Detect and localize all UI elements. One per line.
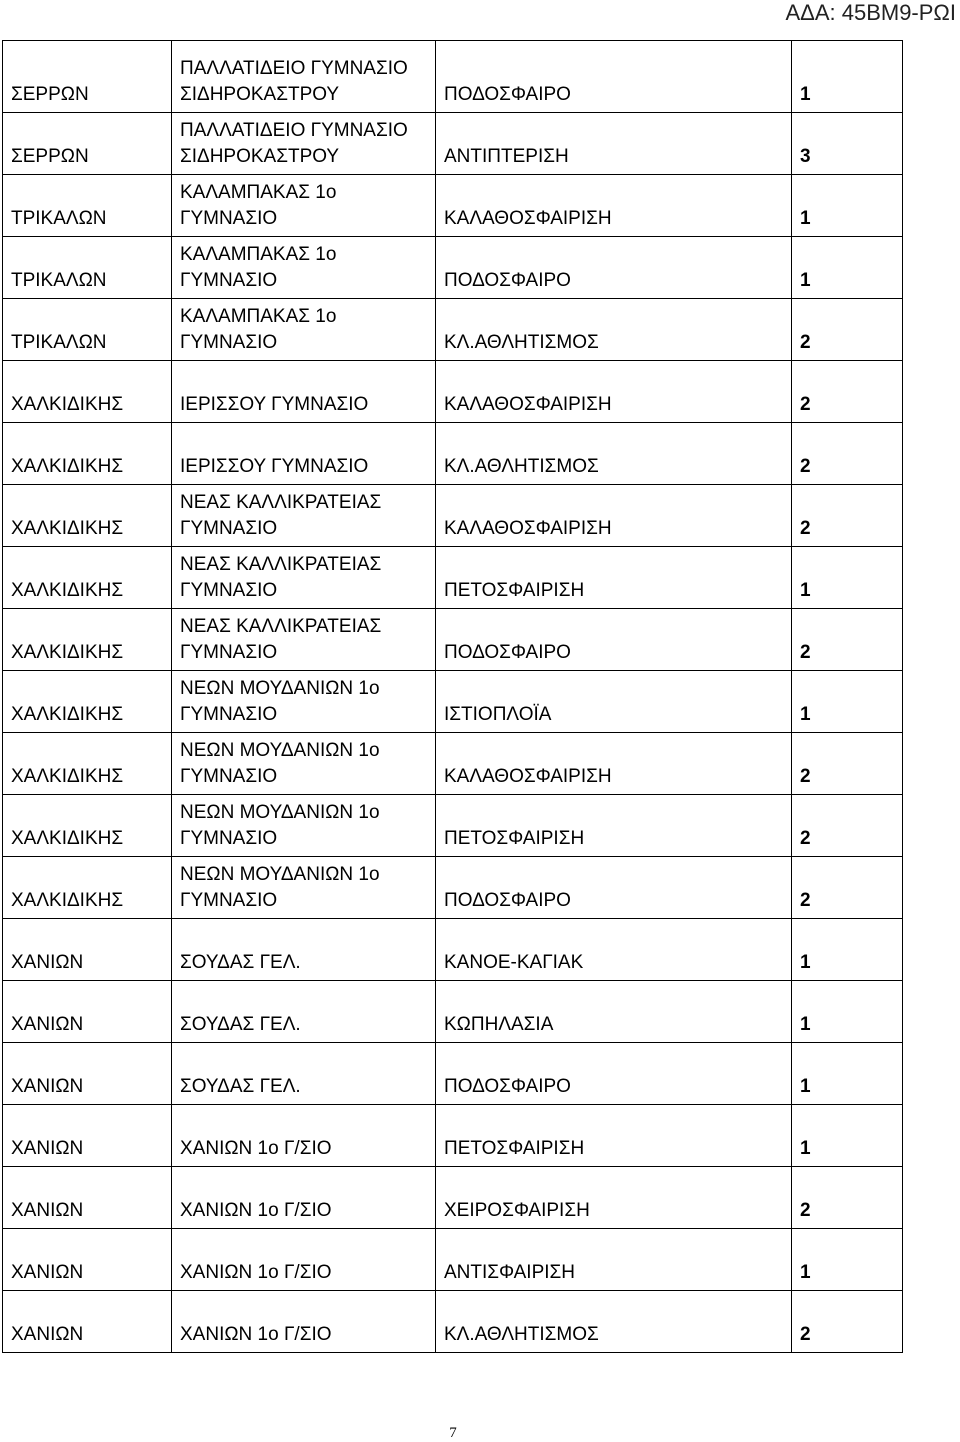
table-row [3, 1043, 903, 1105]
school-cell: ΝΕΩΝ ΜΟΥΔΑΝΙΩΝ 1ο ΓΥΜΝΑΣΙΟ [172, 671, 436, 733]
count-cell: 2 [792, 485, 903, 547]
count-cell: 2 [792, 423, 903, 485]
sport-cell: ΑΝΤΙΠΤΕΡΙΣΗ [436, 113, 792, 175]
count-cell: 1 [792, 1105, 903, 1167]
school-cell: ΝΕΩΝ ΜΟΥΔΑΝΙΩΝ 1ο ΓΥΜΝΑΣΙΟ [172, 857, 436, 919]
region-cell: ΧΑΛΚΙΔΙΚΗΣ [3, 423, 172, 485]
table-row [3, 671, 903, 733]
region-cell: ΧΑΝΙΩΝ [3, 981, 172, 1043]
region-cell: ΧΑΝΙΩΝ [3, 1229, 172, 1291]
table-row [3, 1229, 903, 1291]
region-cell: ΧΑΛΚΙΔΙΚΗΣ [3, 609, 172, 671]
school-cell: ΚΑΛΑΜΠΑΚΑΣ 1ο ΓΥΜΝΑΣΙΟ [172, 237, 436, 299]
school-cell: ΧΑΝΙΩΝ 1ο Γ/ΣΙΟ [172, 1167, 436, 1229]
region-cell: ΧΑΛΚΙΔΙΚΗΣ [3, 485, 172, 547]
sport-cell: ΚΛ.ΑΘΛΗΤΙΣΜΟΣ [436, 299, 792, 361]
table-row [3, 113, 903, 175]
count-cell: 2 [792, 733, 903, 795]
sport-cell: ΠΟΔΟΣΦΑΙΡΟ [436, 237, 792, 299]
sport-cell: ΠΟΔΟΣΦΑΙΡΟ [436, 41, 792, 113]
sport-cell: ΠΕΤΟΣΦΑΙΡΙΣΗ [436, 795, 792, 857]
region-cell: ΧΑΛΚΙΔΙΚΗΣ [3, 795, 172, 857]
count-cell: 1 [792, 671, 903, 733]
count-cell: 2 [792, 1291, 903, 1353]
table-row [3, 981, 903, 1043]
region-cell: ΧΑΛΚΙΔΙΚΗΣ [3, 547, 172, 609]
count-cell: 2 [792, 299, 903, 361]
sport-cell: ΠΟΔΟΣΦΑΙΡΟ [436, 857, 792, 919]
table-row [3, 547, 903, 609]
count-cell: 2 [792, 857, 903, 919]
table-row [3, 1167, 903, 1229]
sport-cell: ΚΑΛΑΘΟΣΦΑΙΡΙΣΗ [436, 485, 792, 547]
table-row [3, 423, 903, 485]
sport-cell: ΠΕΤΟΣΦΑΙΡΙΣΗ [436, 547, 792, 609]
school-cell: ΣΟΥΔΑΣ ΓΕΛ. [172, 1043, 436, 1105]
school-cell: ΚΑΛΑΜΠΑΚΑΣ 1ο ΓΥΜΝΑΣΙΟ [172, 175, 436, 237]
region-cell: ΤΡΙΚΑΛΩΝ [3, 175, 172, 237]
school-cell: ΚΑΛΑΜΠΑΚΑΣ 1ο ΓΥΜΝΑΣΙΟ [172, 299, 436, 361]
region-cell: ΧΑΝΙΩΝ [3, 1291, 172, 1353]
sport-cell: ΠΕΤΟΣΦΑΙΡΙΣΗ [436, 1105, 792, 1167]
sport-cell: ΚΑΛΑΘΟΣΦΑΙΡΙΣΗ [436, 175, 792, 237]
region-cell: ΧΑΝΙΩΝ [3, 1043, 172, 1105]
school-cell: ΠΑΛΛΑΤΙΔΕΙΟ ΓΥΜΝΑΣΙΟ ΣΙΔΗΡΟΚΑΣΤΡΟΥ [172, 41, 436, 113]
count-cell: 1 [792, 175, 903, 237]
school-cell: ΝΕΩΝ ΜΟΥΔΑΝΙΩΝ 1ο ΓΥΜΝΑΣΙΟ [172, 795, 436, 857]
table-row [3, 237, 903, 299]
table-row [3, 299, 903, 361]
school-cell: ΣΟΥΔΑΣ ΓΕΛ. [172, 919, 436, 981]
records-table [2, 40, 903, 1353]
region-cell: ΧΑΛΚΙΔΙΚΗΣ [3, 733, 172, 795]
sport-cell: ΑΝΤΙΣΦΑΙΡΙΣΗ [436, 1229, 792, 1291]
school-cell: ΧΑΝΙΩΝ 1ο Γ/ΣΙΟ [172, 1291, 436, 1353]
school-cell: ΙΕΡΙΣΣΟΥ ΓΥΜΝΑΣΙΟ [172, 361, 436, 423]
count-cell: 3 [792, 113, 903, 175]
count-cell: 2 [792, 1167, 903, 1229]
count-cell: 2 [792, 795, 903, 857]
count-cell: 1 [792, 1043, 903, 1105]
sport-cell: ΧΕΙΡΟΣΦΑΙΡΙΣΗ [436, 1167, 792, 1229]
table-row [3, 485, 903, 547]
page-number: 7 [449, 1425, 457, 1441]
region-cell: ΤΡΙΚΑΛΩΝ [3, 299, 172, 361]
sport-cell: ΚΩΠΗΛΑΣΙΑ [436, 981, 792, 1043]
region-cell: ΧΑΛΚΙΔΙΚΗΣ [3, 671, 172, 733]
table-row [3, 361, 903, 423]
school-cell: ΝΕΑΣ ΚΑΛΛΙΚΡΑΤΕΙΑΣ ΓΥΜΝΑΣΙΟ [172, 609, 436, 671]
count-cell: 1 [792, 981, 903, 1043]
sport-cell: ΚΑΝΟΕ-ΚΑΓΙΑΚ [436, 919, 792, 981]
school-cell: ΠΑΛΛΑΤΙΔΕΙΟ ΓΥΜΝΑΣΙΟ ΣΙΔΗΡΟΚΑΣΤΡΟΥ [172, 113, 436, 175]
table-row [3, 795, 903, 857]
count-cell: 2 [792, 361, 903, 423]
school-cell: ΧΑΝΙΩΝ 1ο Γ/ΣΙΟ [172, 1105, 436, 1167]
region-cell: ΧΑΝΙΩΝ [3, 1105, 172, 1167]
school-cell: ΙΕΡΙΣΣΟΥ ΓΥΜΝΑΣΙΟ [172, 423, 436, 485]
ada-code: ΑΔΑ: 45ΒΜ9-ΡΩΙ [785, 0, 956, 25]
school-cell: ΝΕΑΣ ΚΑΛΛΙΚΡΑΤΕΙΑΣ ΓΥΜΝΑΣΙΟ [172, 547, 436, 609]
school-cell: ΧΑΝΙΩΝ 1ο Γ/ΣΙΟ [172, 1229, 436, 1291]
school-cell: ΝΕΑΣ ΚΑΛΛΙΚΡΑΤΕΙΑΣ ΓΥΜΝΑΣΙΟ [172, 485, 436, 547]
records-table-body [3, 41, 903, 1353]
sport-cell: ΚΛ.ΑΘΛΗΤΙΣΜΟΣ [436, 1291, 792, 1353]
table-row [3, 1291, 903, 1353]
sport-cell: ΠΟΔΟΣΦΑΙΡΟ [436, 609, 792, 671]
sport-cell: ΠΟΔΟΣΦΑΙΡΟ [436, 1043, 792, 1105]
region-cell: ΣΕΡΡΩΝ [3, 41, 172, 113]
sport-cell: ΚΑΛΑΘΟΣΦΑΙΡΙΣΗ [436, 733, 792, 795]
school-cell: ΣΟΥΔΑΣ ΓΕΛ. [172, 981, 436, 1043]
table-row [3, 919, 903, 981]
count-cell: 1 [792, 1229, 903, 1291]
region-cell: ΣΕΡΡΩΝ [3, 113, 172, 175]
count-cell: 1 [792, 547, 903, 609]
region-cell: ΧΑΛΚΙΔΙΚΗΣ [3, 857, 172, 919]
region-cell: ΧΑΝΙΩΝ [3, 1167, 172, 1229]
region-cell: ΤΡΙΚΑΛΩΝ [3, 237, 172, 299]
count-cell: 1 [792, 237, 903, 299]
table-row [3, 733, 903, 795]
school-cell: ΝΕΩΝ ΜΟΥΔΑΝΙΩΝ 1ο ΓΥΜΝΑΣΙΟ [172, 733, 436, 795]
count-cell: 1 [792, 919, 903, 981]
table-row [3, 41, 903, 113]
count-cell: 1 [792, 41, 903, 113]
table-row [3, 175, 903, 237]
table-row [3, 857, 903, 919]
region-cell: ΧΑΝΙΩΝ [3, 919, 172, 981]
sport-cell: ΙΣΤΙΟΠΛΟΪΑ [436, 671, 792, 733]
sport-cell: ΚΑΛΑΘΟΣΦΑΙΡΙΣΗ [436, 361, 792, 423]
table-row [3, 609, 903, 671]
table-row [3, 1105, 903, 1167]
count-cell: 2 [792, 609, 903, 671]
sport-cell: ΚΛ.ΑΘΛΗΤΙΣΜΟΣ [436, 423, 792, 485]
region-cell: ΧΑΛΚΙΔΙΚΗΣ [3, 361, 172, 423]
